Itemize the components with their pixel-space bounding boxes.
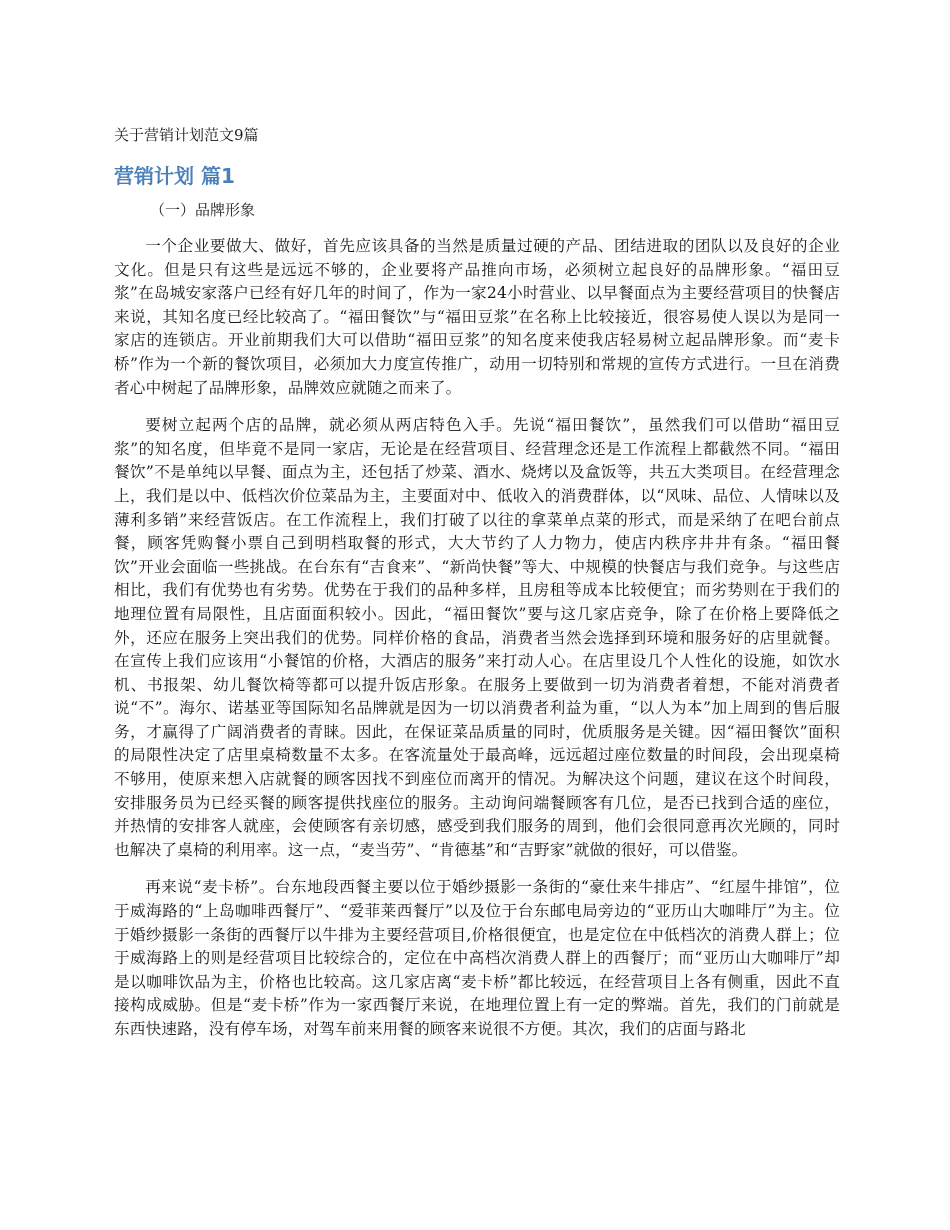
section-subheading: （一）品牌形象 [150, 201, 256, 219]
paragraph-3: 再来说“麦卡桥”。台东地段西餐主要以位于婚纱摄影一条街的“豪仕来牛排店”、“红屋牛排馆”，位于威海路的“上岛咖啡西餐厅”、“爱菲莱西餐厅”以及位于台东邮电局旁边的“亚历山大咖啡厅”为主。位于婚纱摄影一条街的西餐厅以牛排为主要经营项目,价格很便宜，也是定位在中低档次的消费人群上；位于威海路上的则是经营项目比较综合的，定位在中高档次消费人群上的西餐厅；而“亚历山大咖啡厅”却是以咖啡饮品为主，价格也比较高。这几家店离“麦卡桥”都比较远，在经营项目上各有侧重，因此不直接构成威胁。但是“麦卡桥”作为一家西餐厅来说，在地理位置上有一定的弊端。首先，我们的门前就是东西快速路，没有停车场，对驾车前来用餐的顾客来说很不方便。其次，我们的店面与路北 [114, 878, 840, 1038]
paragraph-2: 要树立起两个店的品牌，就必须从两店特色入手。先说“福田餐饮”，虽然我们可以借助“福田豆浆”的知名度，但毕竟不是同一家店，无论是在经营项目、经营理念还是工作流程上都截然不同。“福田餐饮”不是单纯以早餐、面点为主，还包括了炒菜、酒水、烧烤以及盒饭等，共五大类项目。在经营理念上，我们是以中、低档次价位菜品为主，主要面对中、低收入的消费群体，以“风味、品位、人情味以及薄利多销”来经营饭店。在工作流程上，我们打破了以往的拿菜单点菜的形式，而是采纳了在吧台前点餐，顾客凭购餐小票自己到明档取餐的形式，大大节约了人力物力，使店内秩序井井有条。“福田餐饮”开业会面临一些挑战。在台东有“吉食来”、“新尚快餐”等大、中规模的快餐店与我们竞争。与这些店相比，我们有优势也有劣势。优势在于我们的品种多样，且房租等成本比较便宜；而劣势则在于我们的地理位置有局限性，且店面面积较小。因此，“福田餐饮”要与这几家店竞争，除了在价格上要降低之外，还应在服务上突出我们的优势。同样价格的食品，消费者当然会选择到环境和服务好的店里就餐。在宣传上我们应该用“小餐馆的价格，大酒店的服务”来打动人心。在店里设几个人性化的设施，如饮水机、书报架、幼儿餐饮椅等都可以提升饭店形象。在服务上要做到一切为消费者着想，不能对消费者说“不”。海尔、诺基亚等国际知名品牌就是因为一切以消费者利益为重，“以人为本”加上周到的售后服务，才赢得了广阔消费者的青睐。因此，在保证菜品质量的同时，优质服务是关键。因“福田餐饮”面积的局限性决定了店里桌椅数量不太多。在客流量处于最高峰，远远超过座位数量的时间段，会出现桌椅不够用，使原来想入店就餐的顾客因找不到座位而离开的情况。为解决这个问题，建议在这个时间段，安排服务员为已经买餐的顾客提供找座位的服务。主动询问端餐顾客有几位，是否已找到合适的座位，并热情的安排客人就座，会使顾客有亲切感，感受到我们服务的周到，他们会很同意再次光顾的，同时也解决了桌椅的利用率。这一点，“麦当劳”、“肯德基”和“吉野家”就做的很好，可以借鉴。 [114, 416, 840, 859]
section-heading: 营销计划 篇1 [114, 164, 235, 188]
paragraph-1: 一个企业要做大、做好，首先应该具备的当然是质量过硬的产品、团结进取的团队以及良好的企业文化。但是只有这些是远远不够的，企业要将产品推向市场，必须树立起良好的品牌形象。“福田豆浆”在岛城安家落户已经有好几年的时间了，作为一家24小时营业、以早餐面点为主要经营项目的快餐店来说，其知名度已经比较高了。“福田餐饮”与“福田豆浆”在名称上比较接近，很容易使人误以为是同一家店的连锁店。开业前期我们大可以借助“福田豆浆”的知名度来使我店轻易树立起品牌形象。而“麦卡桥”作为一个新的餐饮项目，必须加大力度宣传推广，动用一切特别和常规的宣传方式进行。一旦在消费者心中树起了品牌形象，品牌效应就随之而来了。 [114, 237, 840, 397]
document-title: 关于营销计划范文9篇 [114, 126, 259, 144]
